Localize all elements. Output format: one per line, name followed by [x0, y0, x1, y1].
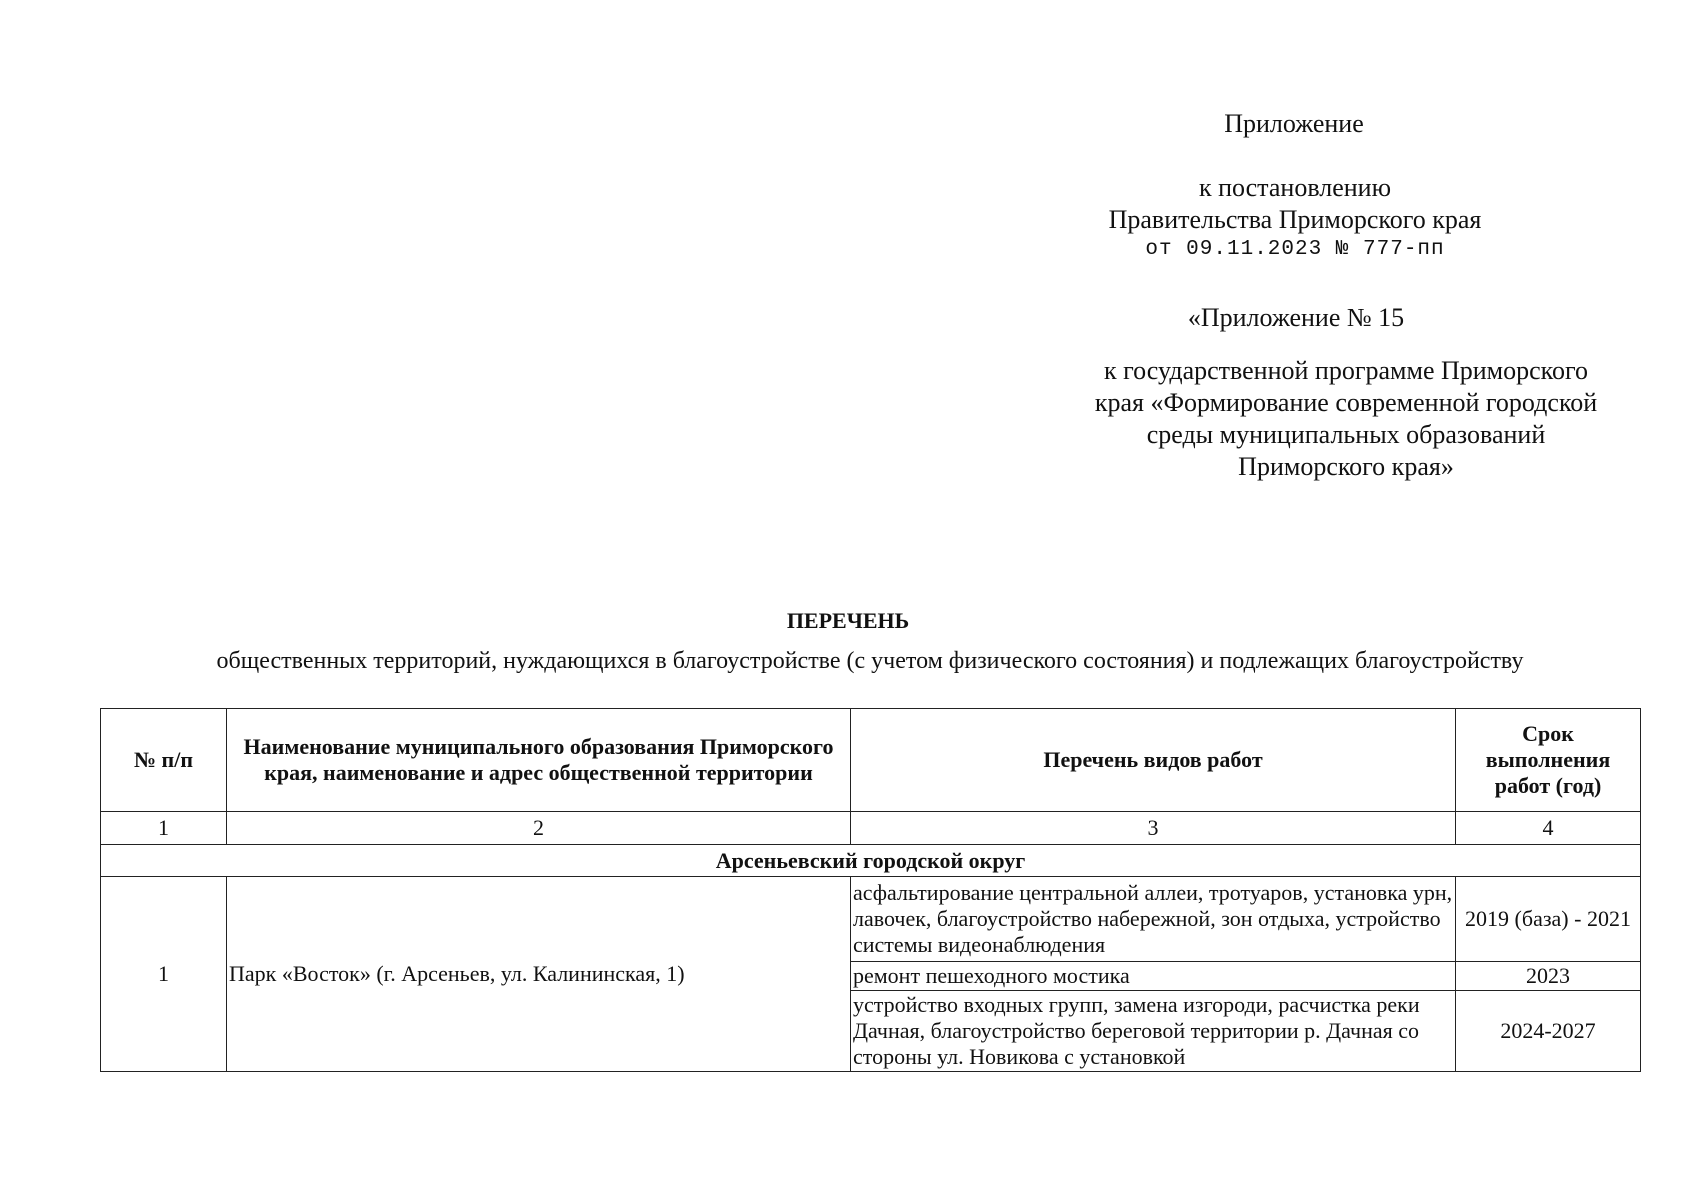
work-description: ремонт пешеходного мостика	[851, 962, 1456, 991]
program-line-1: к государственной программе Приморского	[1103, 356, 1588, 385]
program-line-2: края «Формирование современной городской	[1094, 388, 1598, 417]
work-description: устройство входных групп, замена изгороди, расчистка реки Дачная, благоустройство береговой территории р. Дачная со стороны ул. Новикова с установкой	[851, 991, 1456, 1072]
appendix-label: Приложение	[1224, 109, 1364, 138]
work-description: асфальтирование центральной аллеи, тротуаров, установка урн, лавочек, благоустройство набережной, зон отдыха, устройство системы видеонаблюдения	[851, 877, 1456, 962]
row-number: 1	[101, 877, 227, 1072]
column-number: 2	[227, 812, 851, 845]
column-header-term: Срок выполнения работ (год)	[1456, 709, 1641, 812]
program-reference	[1046, 355, 1646, 483]
column-numbers-row	[101, 812, 1641, 845]
column-header-works: Перечень видов работ	[851, 709, 1456, 812]
list-subtitle: общественных территорий, нуждающихся в благоустройстве (с учетом физического состояния) и подлежащих благоустройству	[216, 648, 1524, 674]
column-number: 3	[851, 812, 1456, 845]
program-line-3: среды муниципальных образований	[1146, 420, 1546, 449]
column-number: 1	[101, 812, 227, 845]
work-term: 2024-2027	[1456, 991, 1641, 1072]
section-title: Арсеньевский городской округ	[101, 845, 1641, 877]
decree-line-2: Правительства Приморского края	[1108, 205, 1482, 234]
column-header-territory: Наименование муниципального образования Приморского края, наименование и адрес общественной территории	[227, 709, 851, 812]
column-header-number: № п/п	[101, 709, 227, 812]
appendix-15-text: «Приложение № 15	[1187, 303, 1405, 332]
section-row	[101, 845, 1641, 877]
decree-reference	[1060, 172, 1530, 264]
appendix-15-label	[1096, 302, 1496, 334]
list-heading: ПЕРЕЧЕНЬ	[786, 608, 910, 633]
column-number: 4	[1456, 812, 1641, 845]
territory-name: Парк «Восток» (г. Арсеньев, ул. Калининская, 1)	[227, 877, 851, 1072]
work-term: 2019 (база) - 2021	[1456, 877, 1641, 962]
decree-number: от 09.11.2023 № 777-пп	[1145, 238, 1445, 261]
appendix-title	[1094, 108, 1494, 140]
table-row	[101, 877, 1641, 962]
territories-table	[100, 708, 1641, 1072]
program-line-4: Приморского края»	[1238, 452, 1454, 481]
work-term: 2023	[1456, 962, 1641, 991]
decree-line-1: к постановлению	[1198, 173, 1392, 202]
table-header-row	[101, 709, 1641, 812]
